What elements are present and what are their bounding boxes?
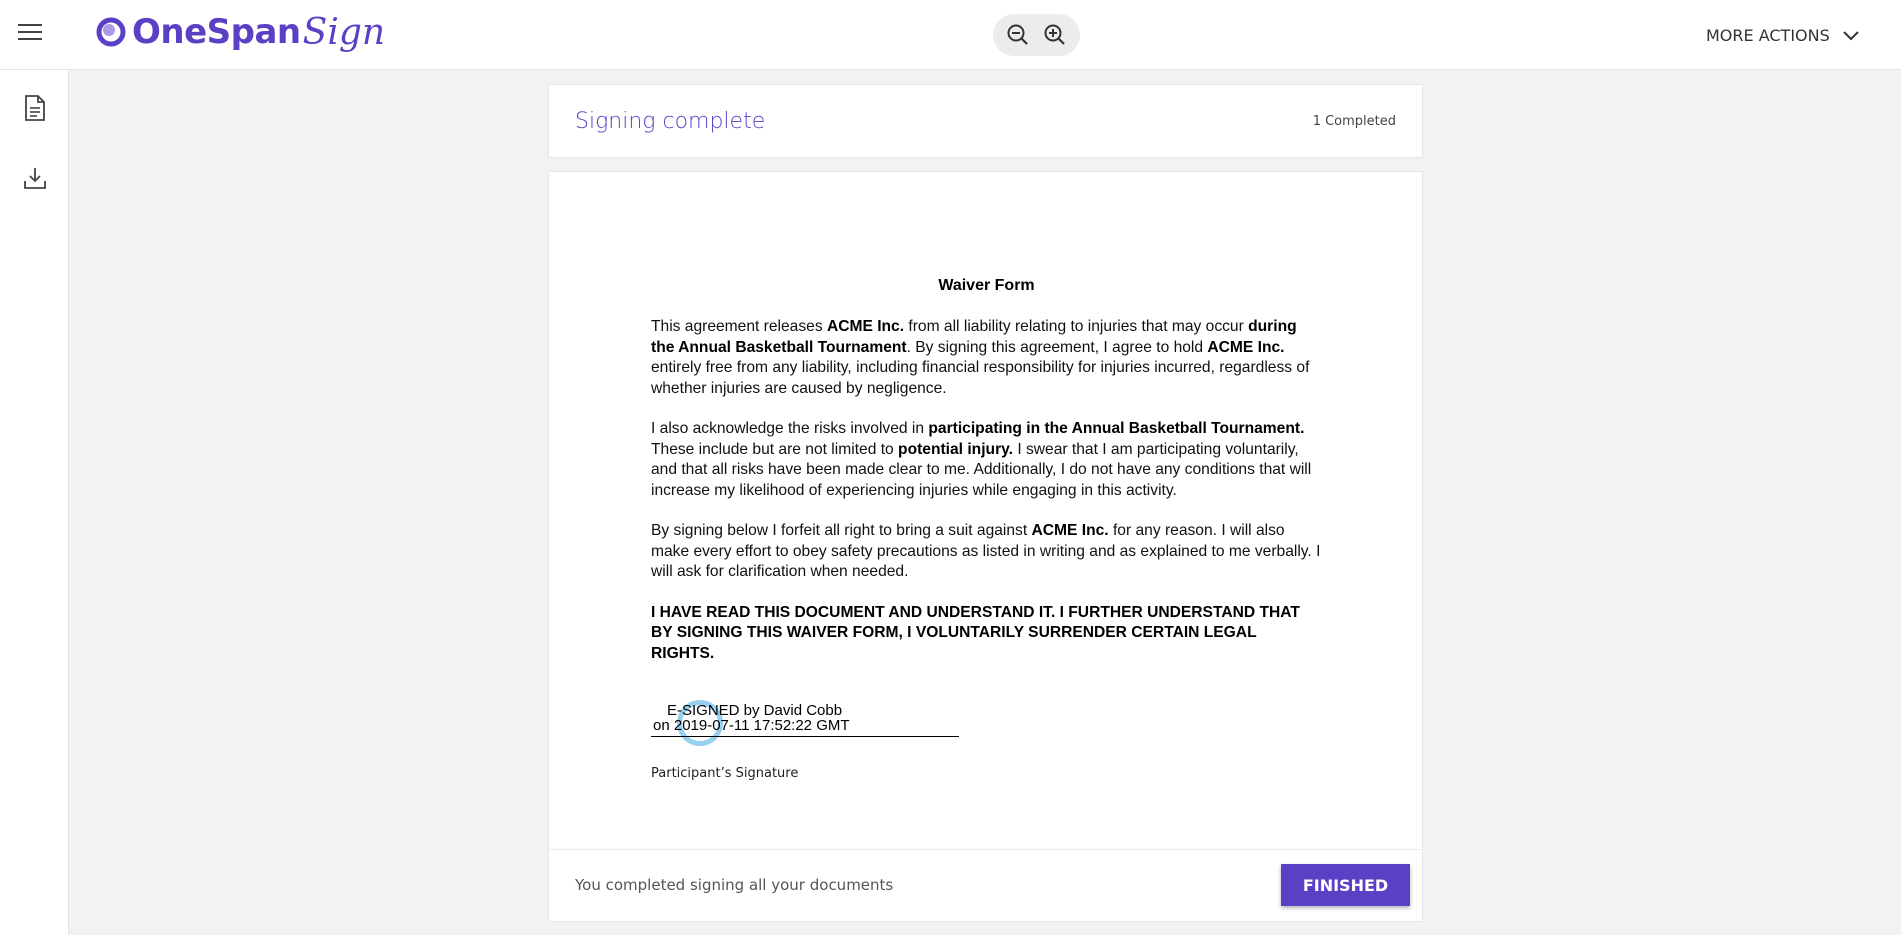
paragraph-3: By signing below I forfeit all right to bring a suit against ACME Inc. for any reason. I will also make every effort to obey safety precautions as listed in writing and as explained to me verbally. I will ask for clarification when needed. bbox=[651, 522, 1321, 580]
download-icon[interactable] bbox=[20, 162, 50, 194]
signature-line bbox=[651, 736, 959, 737]
document-body bbox=[651, 317, 1323, 684]
onespan-sign-logo bbox=[96, 10, 385, 54]
signature-caption: Participant’s Signature bbox=[651, 766, 799, 781]
signature-signed-by: E-SIGNED by David Cobb bbox=[667, 702, 843, 719]
signature-date: on 2019-07-11 17:52:22 GMT bbox=[653, 717, 850, 734]
zoom-in-icon[interactable] bbox=[1039, 19, 1071, 51]
paragraph-2: I also acknowledge the risks involved in participating in the Annual Basketball Tournament. These include but are not limited to potential injury. I swear that I am participating voluntarily, and that all risks have been made clear to me. Additionally, I do not have any conditions that will increase my likelihood of experiencing injuries while engaging in this activity. bbox=[651, 420, 1312, 499]
logo-script: Sign bbox=[302, 11, 386, 53]
document-icon[interactable] bbox=[20, 92, 50, 124]
document-title: Waiver Form bbox=[938, 277, 1035, 294]
hamburger-icon[interactable] bbox=[18, 22, 50, 48]
zoom-controls bbox=[993, 14, 1080, 56]
onespan-logo-icon bbox=[96, 17, 126, 47]
chevron-down-icon bbox=[1842, 29, 1860, 41]
signing-complete-title: Signing complete bbox=[575, 109, 766, 134]
completion-message: You completed signing all your documents bbox=[575, 876, 894, 894]
logo-text: OneSpan bbox=[132, 12, 301, 52]
completion-footer bbox=[548, 849, 1423, 922]
more-actions-label: MORE ACTIONS bbox=[1706, 25, 1830, 45]
document-viewer bbox=[548, 171, 1423, 851]
left-sidebar bbox=[0, 70, 69, 935]
completed-count: 1 Completed bbox=[1312, 114, 1396, 129]
top-bar bbox=[0, 0, 1901, 70]
zoom-out-icon[interactable] bbox=[1002, 19, 1034, 51]
signing-status-card bbox=[548, 84, 1423, 158]
finished-button[interactable]: FINISHED bbox=[1281, 864, 1410, 906]
signature-block bbox=[651, 698, 961, 748]
paragraph-1: This agreement releases ACME Inc. from all liability relating to injuries that may occur during the Annual Basketball Tournament. By signing this agreement, I agree to hold ACME Inc. entirely free from any liability, including financial responsibility for injuries incurred, regardless of whether injuries are caused by negligence. bbox=[651, 318, 1310, 397]
acknowledgement-text: I HAVE READ THIS DOCUMENT AND UNDERSTAND IT. I FURTHER UNDERSTAND THAT BY SIGNING THIS WAIVER FORM, I VOLUNTARILY SURRENDER CERTAIN LEGAL RIGHTS. bbox=[651, 603, 1300, 662]
more-actions-menu[interactable] bbox=[1706, 22, 1860, 48]
